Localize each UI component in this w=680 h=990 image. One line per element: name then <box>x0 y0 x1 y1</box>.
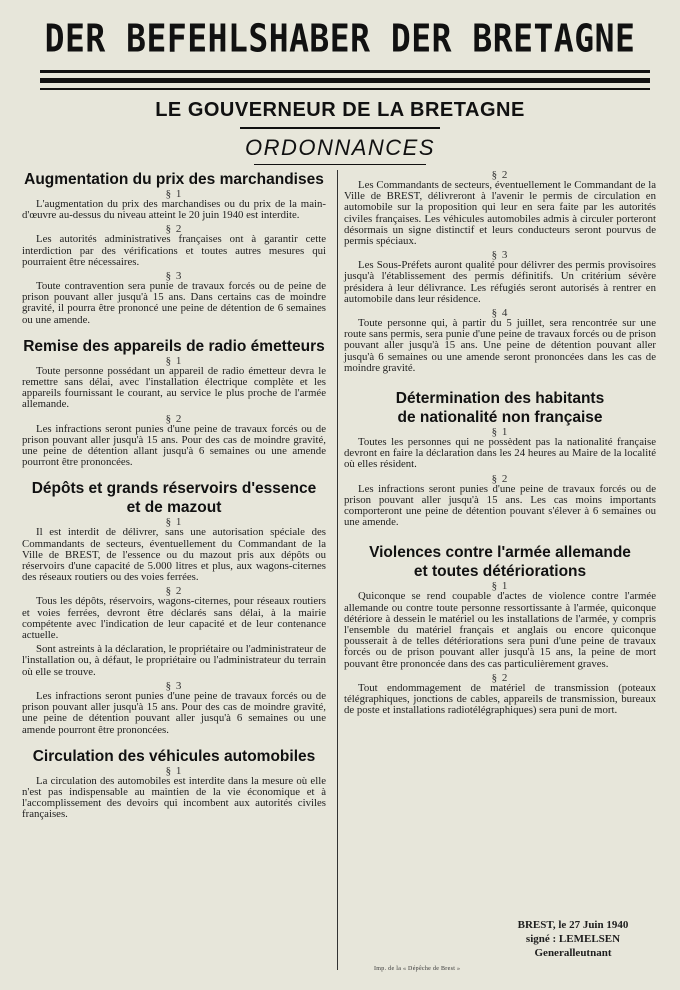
paragraph-mark: § 2 <box>491 472 509 485</box>
section-foreign-nationals <box>344 389 656 528</box>
paragraph: Les infractions seront punies d'une peine de travaux forcés ou de prison pouvant aller jusqu'à 15 ans. Pour des cas de moindre gravité, une peine de détention allant jusqu'à 6 semaines ou une amende pourront être prononcées. <box>22 422 326 469</box>
printer-credit: Imp. de la « Dépêche de Brest » <box>374 966 461 972</box>
paragraph-mark: § 1 <box>491 580 509 593</box>
paragraph: Toutes les personnes qui ne possèdent pas la nationalité française devront en faire la déclaration dans les 24 heures au Maire de la localité où elles résident. <box>344 436 656 471</box>
section-heading: Augmentation du prix des marchandises <box>24 171 324 188</box>
section-heading: Violences contre l'armée allemande <box>369 544 631 562</box>
paragraph-mark: § 1 <box>165 764 183 777</box>
section-heading: et de mazout <box>126 499 222 517</box>
divider <box>40 78 650 83</box>
paragraph: Il est interdit de délivrer, sans une autorisation spéciale des Commandants de secteurs, éventuellement du Commandant de la Ville de BREST, de l'essence ou du mazout pris aux dépôts ou réservoirs d'une capacité de 5.000 litres et plus, aux wagons-citernes des réseaux routiers ou des voies ferrées. <box>22 526 326 584</box>
paragraph: Toute personne qui, à partir du 5 juillet, sera rencontrée sur une route sans permis, sera punie d'une peine de travaux forcés ou de prison pouvant aller jusqu'à 15 ans. Une peine de détention pouvant aller jusqu'à 6 semaines ou une amende seront prononcées dans les cas de moindre gravité. <box>344 317 656 374</box>
paragraph-mark: § 2 <box>491 671 509 684</box>
paragraph-mark: § 4 <box>491 307 509 320</box>
divider <box>40 88 650 90</box>
paragraph: Sont astreints à la déclaration, le propriétaire ou l'administrateur de l'installation ou, à défaut, le propriétaire ou l'administrateur du terrain où elle se trouve. <box>22 643 326 678</box>
section-heading: de nationalité non française <box>397 409 603 427</box>
headline: DER BEFEHLSHABER DER BRETAGNE <box>44 16 636 61</box>
paragraph: Les Sous-Préfets auront qualité pour délivrer des permis provisoires jusqu'à l'établissement des permis définitifs. Un critérium sévère présidera à leur délivrance. Les réfugiés seront autorisés à rentrer en automobile dans leur résidence. <box>344 259 656 305</box>
paragraph-mark: § 3 <box>491 249 509 262</box>
divider <box>254 164 426 165</box>
divider <box>40 70 650 73</box>
paragraph: Tous les dépôts, réservoirs, wagons-citernes, pour réseaux routiers et voies ferrées, devront être déclarés sans délai, à la mairie compétente avec l'indication de leur capacité et de leur contenance actuelle. <box>22 595 326 642</box>
paragraph: Toute contravention sera punie de travaux forcés ou de peine de prison pouvant aller jusqu'à 15 ans. Dans certains cas de moindre gravité, il pourra être prononcé une peine de détention de 6 semaines ou une amende. <box>22 280 326 326</box>
signatory: signé : LEMELSEN <box>525 933 621 945</box>
paragraph: Les infractions seront punies d'une peine de travaux forcés ou de prison pouvant aller jusqu'à 15 ans. Pour des cas de moindre gravité, une peine de détention pouvant aller jusqu'à 6 semaines ou une amende pourront être prononcées. <box>22 689 326 736</box>
section-radio-transmitters <box>22 337 326 469</box>
section-vehicle-circulation-continued <box>344 170 656 374</box>
section-heading: et toutes détériorations <box>413 563 587 581</box>
paragraph: La circulation des automobiles est interdite dans la mesure où elle n'est pas indispensable au maintien de la vie économique et à l'accomplissement des devoirs qui incombent aux autorités civiles françaises. <box>22 774 326 821</box>
page-title: ORDONNANCES <box>244 135 436 160</box>
paragraph-mark: § 2 <box>491 169 509 181</box>
paragraph-mark: § 1 <box>491 426 509 439</box>
paragraph-mark: § 2 <box>165 223 183 236</box>
section-heading: Dépôts et grands réservoirs d'essence <box>31 480 317 498</box>
section-heading: Circulation des véhicules automobiles <box>32 747 316 765</box>
paragraph: Les infractions seront punies d'une peine de travaux forcés ou de prison pouvant aller jusqu'à 15 ans. Les cas moins importants comporteront une peine de détention pouvant s'élever à 6 semaines ou une amende. <box>344 482 656 529</box>
divider <box>240 127 440 129</box>
place-date: BREST, le 27 Juin 1940 <box>517 919 629 931</box>
paragraph-mark: § 2 <box>165 412 183 425</box>
paragraph-mark: § 3 <box>165 679 183 692</box>
section-price-increase <box>22 170 326 326</box>
column-divider <box>337 170 338 970</box>
paragraph: Tout endommagement de matériel de transmission (poteaux télégraphiques, jonctions de cables, appareils de transmission, bureaux de poste et installations radiotélégraphiques) sera puni de mort. <box>344 681 656 717</box>
paragraph: Toute personne possédant un appareil de radio émetteur devra le remettre sans délai, avec l'installation électrique complète et les appareils fournissant le courant, au service le plus proche de l'armée allemande. <box>22 364 326 411</box>
left-column <box>22 170 326 824</box>
paragraph: Les autorités administratives françaises ont à garantir cette interdiction par des vérifications et toutes autres mesures qui pourraient être nécessaires. <box>22 233 326 268</box>
paragraph-mark: § 3 <box>165 270 183 283</box>
paragraph-mark: § 2 <box>165 585 183 598</box>
section-vehicle-circulation <box>22 747 326 821</box>
right-column <box>344 170 656 720</box>
poster <box>18 8 662 982</box>
paragraph: Quiconque se rend coupable d'actes de violence contre l'armée allemande ou contre toute personne ressortissante à l'armée, quiconque détériore à dessein le matériel ou les installations de l'armée, y compris l'ensemble du matériel français et anglais ou encore quiconque pousserait à de telles détériorations sera puni d'une peine de travaux forcés ou de prison pouvant aller jusqu'à 15 ans, la peine de mort pouvant être prononcée dans des cas particulièrement graves. <box>344 590 656 670</box>
paragraph-mark: § 1 <box>165 188 183 200</box>
paragraph-mark: § 1 <box>165 354 183 367</box>
subheadline: LE GOUVERNEUR DE LA BRETAGNE <box>155 99 525 121</box>
section-fuel-depots <box>22 479 326 735</box>
section-heading: Remise des appareils de radio émetteurs <box>23 337 325 355</box>
signatory-rank: Generalleutnant <box>534 947 612 959</box>
section-heading: Détermination des habitants <box>395 390 605 408</box>
paragraph: L'augmentation du prix des marchandises ou du prix de la main-d'œuvre au-dessus du niveau atteint le 20 juin 1940 est interdite. <box>22 198 326 222</box>
signature-block <box>498 918 648 960</box>
paragraph-mark: § 1 <box>165 516 183 529</box>
section-violence-against-army <box>344 543 656 716</box>
paragraph: Les Commandants de secteurs, éventuellement le Commandant de la Ville de BREST, délivreront à l'avenir le permis de circulation en automobile sur la proposition qui leur en sera faite par les autorités civiles françaises. Les véhicules automobiles admis à circuler porteront désormais un signe distinctif et leurs conducteurs seront pourvus de permis spéciaux. <box>344 179 656 248</box>
